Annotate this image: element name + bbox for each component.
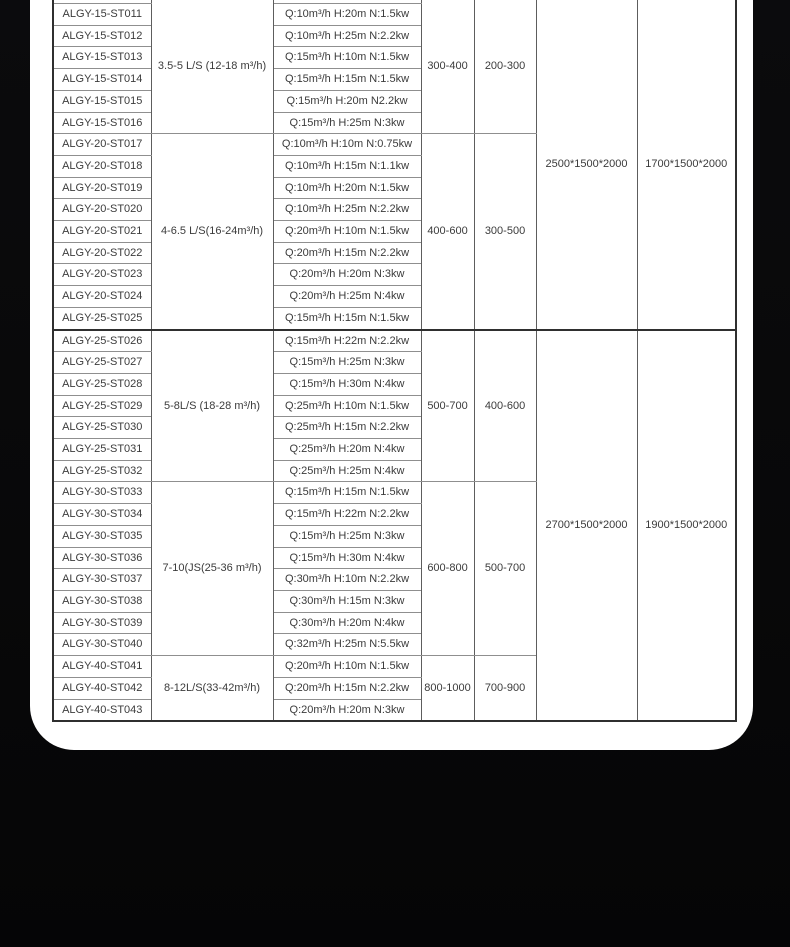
model-cell: ALGY-20-ST020 — [53, 199, 151, 221]
model-cell: ALGY-15-ST012 — [53, 25, 151, 47]
dimension-b-cell: 1700*1500*2000 — [637, 0, 736, 330]
model-cell: ALGY-25-ST025 — [53, 307, 151, 329]
flow-group-cell: 5-8L/S (18-28 m³/h) — [151, 330, 273, 482]
model-cell: ALGY-20-ST022 — [53, 242, 151, 264]
range-b-cell: 200-300 — [474, 0, 536, 134]
model-cell: ALGY-25-ST032 — [53, 460, 151, 482]
model-cell: ALGY-30-ST040 — [53, 634, 151, 656]
product-page-card — [30, 0, 753, 750]
spec-cell: Q:15m³/h H:30m N:4kw — [273, 373, 421, 395]
model-cell: ALGY-25-ST031 — [53, 439, 151, 461]
model-cell: ALGY-15-ST015 — [53, 90, 151, 112]
model-cell: ALGY-20-ST024 — [53, 286, 151, 308]
spec-cell: Q:15m³/h H:25m N:3kw — [273, 525, 421, 547]
model-cell: ALGY-40-ST041 — [53, 656, 151, 678]
model-cell: ALGY-20-ST017 — [53, 134, 151, 156]
spec-cell: Q:20m³/h H:20m N:3kw — [273, 264, 421, 286]
spec-cell: Q:15m³/h H:20m N2.2kw — [273, 90, 421, 112]
flow-group-cell: 8-12L/S(33-42m³/h) — [151, 656, 273, 722]
spec-cell: Q:10m³/h H:10m N:0.75kw — [273, 134, 421, 156]
model-cell: ALGY-25-ST028 — [53, 373, 151, 395]
spec-cell: Q:20m³/h H:25m N:4kw — [273, 286, 421, 308]
range-a-cell: 300-400 — [421, 0, 474, 134]
model-cell: ALGY-30-ST035 — [53, 525, 151, 547]
range-a-cell: 400-600 — [421, 134, 474, 330]
model-cell: ALGY-20-ST018 — [53, 155, 151, 177]
spec-cell: Q:25m³/h H:10m N:1.5kw — [273, 395, 421, 417]
spec-cell: Q:15m³/h H:25m N:3kw — [273, 352, 421, 374]
spec-cell: Q:20m³/h H:10m N:1.5kw — [273, 221, 421, 243]
model-cell: ALGY-30-ST034 — [53, 504, 151, 526]
model-cell: ALGY-30-ST038 — [53, 590, 151, 612]
spec-cell: Q:15m³/h H:15m N:1.5kw — [273, 307, 421, 329]
spec-cell: Q:30m³/h H:10m N:2.2kw — [273, 569, 421, 591]
model-cell: ALGY-40-ST043 — [53, 699, 151, 721]
spec-cell: Q:10m³/h H:20m N:1.5kw — [273, 177, 421, 199]
range-a-cell: 500-700 — [421, 330, 474, 482]
range-a-cell: 600-800 — [421, 482, 474, 656]
model-cell: ALGY-30-ST039 — [53, 612, 151, 634]
model-cell: ALGY-15-ST016 — [53, 112, 151, 134]
spec-cell: Q:15m³/h H:30m N:4kw — [273, 547, 421, 569]
spec-cell: Q:15m³/h H:22m N:2.2kw — [273, 330, 421, 352]
range-b-cell: 400-600 — [474, 330, 536, 482]
range-b-cell: 300-500 — [474, 134, 536, 330]
spec-cell: Q:20m³/h H:20m N:3kw — [273, 699, 421, 721]
range-b-cell: 700-900 — [474, 656, 536, 722]
spec-cell: Q:20m³/h H:15m N:2.2kw — [273, 677, 421, 699]
spec-cell: Q:25m³/h H:15m N:2.2kw — [273, 417, 421, 439]
dimension-b-cell: 1900*1500*2000 — [637, 330, 736, 722]
spec-cell: Q:32m³/h H:25m N:5.5kw — [273, 634, 421, 656]
spec-cell: Q:25m³/h H:20m N:4kw — [273, 439, 421, 461]
model-cell: ALGY-15-ST013 — [53, 47, 151, 69]
model-cell: ALGY-20-ST019 — [53, 177, 151, 199]
spec-cell: Q:15m³/h H:22m N:2.2kw — [273, 504, 421, 526]
spec-cell: Q:20m³/h H:10m N:1.5kw — [273, 656, 421, 678]
table-row — [53, 330, 736, 352]
model-cell: ALGY-15-ST014 — [53, 69, 151, 91]
spec-cell: Q:15m³/h H:25m N:3kw — [273, 112, 421, 134]
model-cell: ALGY-30-ST033 — [53, 482, 151, 504]
spec-cell: Q:15m³/h H:15m N:1.5kw — [273, 482, 421, 504]
model-cell: ALGY-20-ST023 — [53, 264, 151, 286]
model-cell: ALGY-40-ST042 — [53, 677, 151, 699]
spec-table — [52, 0, 737, 722]
spec-cell: Q:20m³/h H:15m N:2.2kw — [273, 242, 421, 264]
model-cell: ALGY-25-ST027 — [53, 352, 151, 374]
dimension-a-cell: 2700*1500*2000 — [536, 330, 637, 722]
model-cell: ALGY-25-ST030 — [53, 417, 151, 439]
model-cell: ALGY-25-ST029 — [53, 395, 151, 417]
spec-cell: Q:10m³/h H:25m N:2.2kw — [273, 199, 421, 221]
flow-group-cell: 7-10(JS(25-36 m³/h) — [151, 482, 273, 656]
flow-group-cell: 4-6.5 L/S(16-24m³/h) — [151, 134, 273, 330]
model-cell: ALGY-30-ST036 — [53, 547, 151, 569]
model-cell: ALGY-15-ST011 — [53, 4, 151, 26]
model-cell: ALGY-30-ST037 — [53, 569, 151, 591]
model-cell: ALGY-20-ST021 — [53, 221, 151, 243]
spec-cell: Q:10m³/h H:20m N:1.5kw — [273, 4, 421, 26]
spec-cell: Q:30m³/h H:15m N:3kw — [273, 590, 421, 612]
model-cell: ALGY-25-ST026 — [53, 330, 151, 352]
flow-group-cell: 3.5-5 L/S (12-18 m³/h) — [151, 0, 273, 134]
spec-cell: Q:10m³/h H:15m N:1.1kw — [273, 155, 421, 177]
dimension-a-cell: 2500*1500*2000 — [536, 0, 637, 330]
spec-cell: Q:15m³/h H:15m N:1.5kw — [273, 69, 421, 91]
range-a-cell: 800-1000 — [421, 656, 474, 722]
spec-cell: Q:10m³/h H:25m N:2.2kw — [273, 25, 421, 47]
range-b-cell: 500-700 — [474, 482, 536, 656]
spec-cell: Q:30m³/h H:20m N:4kw — [273, 612, 421, 634]
spec-cell: Q:25m³/h H:25m N:4kw — [273, 460, 421, 482]
spec-cell: Q:15m³/h H:10m N:1.5kw — [273, 47, 421, 69]
